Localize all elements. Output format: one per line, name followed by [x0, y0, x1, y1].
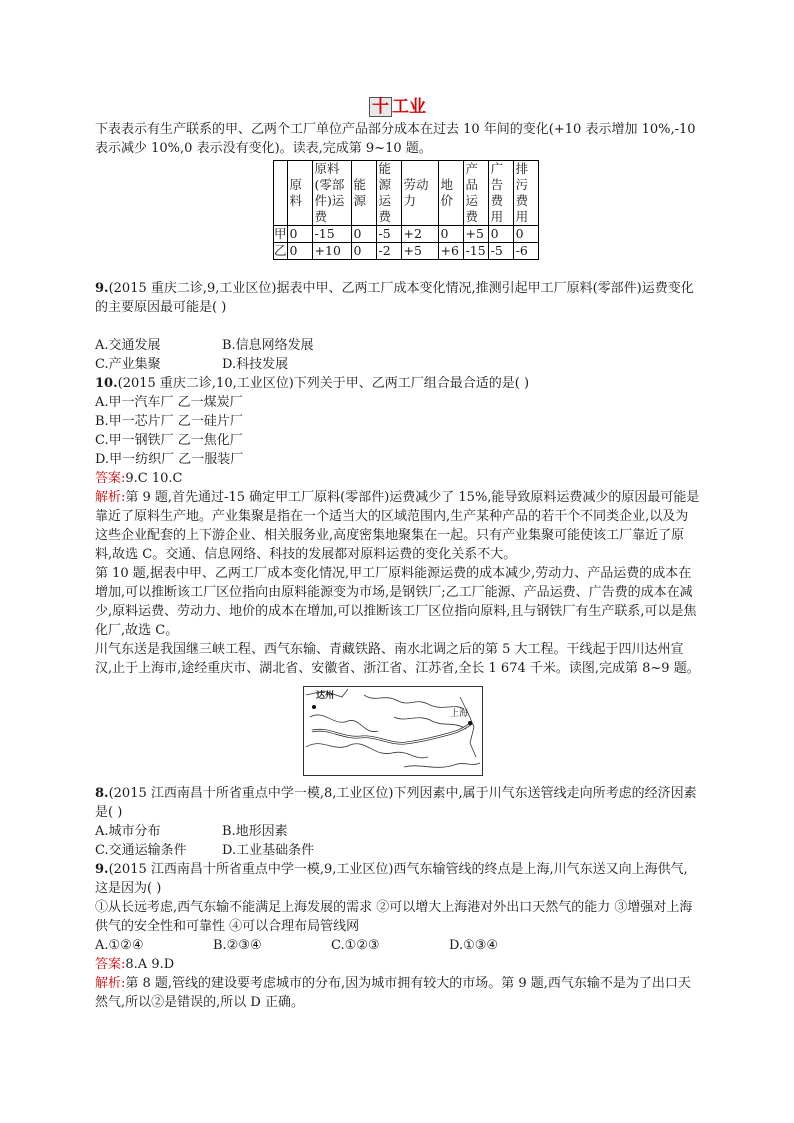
row-label: 乙: [274, 243, 287, 258]
table-header: 能源: [351, 161, 376, 226]
option-d: D.工业基础条件: [222, 843, 315, 858]
question-number: 9.: [95, 862, 109, 877]
option-d: D.①③④: [449, 938, 499, 953]
question-8b: [95, 784, 700, 822]
table-header: 原料: [287, 161, 312, 226]
question-statements: ①从长远考虑,西气东输不能满足上海发展的需求 ②可以增大上海港对外出口天然气的能力 ③增强对上海供气的安全性和可靠性 ④可以合理布局管线网: [95, 900, 693, 934]
table-cell: +2: [401, 226, 438, 243]
map-label-west: 达州: [316, 691, 335, 701]
title-rest: 工业: [392, 97, 426, 117]
pipeline-map: [303, 686, 483, 776]
option-a: A.甲一汽车厂 乙一煤炭厂: [95, 395, 243, 410]
option-d: D.甲一纺织厂 乙一服装厂: [95, 452, 244, 467]
explanation-text: 第 8 题,管线的建设要考虑城市的分布,因为城市拥有较大的市场。第 9 题,西气东输不是为了出口天然气,所以②是错误的,所以 D 正确。: [95, 976, 691, 1010]
table-cell: 0: [351, 226, 376, 243]
page-title: [95, 96, 700, 118]
table-cell: 0: [287, 243, 312, 260]
intro-text: 下表表示有生产联系的甲、乙两个工厂单位产品部分成本在过去 10 年间的变化(+10 表示增加 10%,-10 表示减少 10%,0 表示没有变化)。读表,完成第 9~10 题。: [95, 122, 696, 156]
table-cell: 0: [513, 226, 538, 243]
title-box-char: 十: [369, 97, 392, 117]
option-a: A.①②④: [95, 938, 144, 953]
explanation: [95, 488, 700, 564]
question-9: [95, 279, 700, 317]
row-label: 甲: [274, 226, 287, 241]
table-row: [274, 243, 539, 260]
question-text: (2015 重庆二诊,9,工业区位)据表中甲、乙两工厂成本变化情况,推测引起甲工厂原料(零部件)运费变化的主要原因最可能是( ): [95, 281, 694, 315]
table-header: 产品运费: [463, 161, 488, 226]
option-row: [95, 936, 700, 955]
answer-line: [95, 955, 700, 974]
answer-label: 答案:: [95, 471, 126, 486]
table-cell: -15: [312, 226, 351, 243]
table-header: 排污费用: [513, 161, 538, 226]
option-b: B.甲一芯片厂 乙一硅片厂: [95, 414, 243, 429]
table-cell: +10: [312, 243, 351, 260]
question-text: (2015 重庆二诊,10,工业区位)下列关于甲、乙两工厂组合最合适的是( ): [117, 376, 530, 391]
question-10: [95, 374, 700, 393]
option-b: B.②③④: [213, 938, 262, 953]
option-c: C.甲一钢铁厂 乙一焦化厂: [95, 433, 243, 448]
table-header-row: [274, 161, 539, 226]
answer-value: 9.C 10.C: [125, 471, 183, 486]
table-cell: -2: [376, 243, 401, 260]
table-header: 劳动力: [401, 161, 438, 226]
option-row: [95, 822, 700, 841]
question-text: (2015 江西南昌十所省重点中学一模,8,工业区位)下列因素中,属于川气东送管线走向所考虑的经济因素是( ): [95, 786, 697, 820]
option-c: C.产业集聚: [95, 357, 161, 372]
question-text: (2015 江西南昌十所省重点中学一模,9,工业区位)西气东输管线的终点是上海,川气东送又向上海供气,这是因为( ): [95, 862, 688, 896]
table-cell: +5: [463, 226, 488, 243]
answer-line: [95, 469, 700, 488]
option-b: B.信息网络发展: [222, 338, 314, 353]
option-c: C.①②③: [331, 938, 380, 953]
table-header: 能源运费: [376, 161, 401, 226]
map-label-east: 上海: [450, 709, 469, 719]
explanation-label: 解析:: [95, 490, 126, 505]
explanation-text: 第 9 题,首先通过-15 确定甲工厂原料(零部件)运费减少了 15%,能导致原料运费减少的原因最可能是靠近了原料生产地。产业集聚是指在一个适当大的区域范围内,生产某种产品的若干个不同类企业,以及为这些企业配套的上下游企业、相关服务业,高度密集地聚集在一起。只有产业集聚可能使该工厂靠近了原料,故选 C。交通、信息网络、科技的发展都对原料运费的变化关系不大。: [95, 490, 700, 562]
answer-value: 8.A 9.D: [125, 957, 175, 972]
explanation-label: 解析:: [95, 976, 126, 991]
question-9b: [95, 860, 700, 898]
table-cell: 0: [438, 226, 463, 243]
option-row: [95, 355, 700, 374]
table-header: 原料(零部件)运费: [312, 161, 351, 226]
option-d: D.科技发展: [222, 357, 289, 372]
document-page: [95, 96, 700, 1012]
option-a: A.交通发展: [95, 338, 161, 353]
question-number: 9.: [95, 281, 109, 296]
intro-text-2: 川气东送是我国继三峡工程、西气东输、青藏铁路、南水北调之后的第 5 大工程。干线起于四川达州宣汉,止于上海市,途经重庆市、湖北省、安徽省、浙江省、江苏省,全长 1 674 千米。读图,完成第 8~9 题。: [95, 642, 700, 676]
table-cell: -6: [513, 243, 538, 260]
explanation: [95, 974, 700, 1012]
table-cell: +5: [401, 243, 438, 260]
option-b: B.地形因素: [222, 824, 288, 839]
option-a: A.城市分布: [95, 824, 161, 839]
table-cell: -5: [376, 226, 401, 243]
option-row: [95, 841, 700, 860]
cost-table: [273, 160, 539, 260]
answer-label: 答案:: [95, 957, 126, 972]
question-number: 10.: [95, 376, 118, 391]
table-cell: -5: [488, 243, 513, 260]
table-cell: 0: [351, 243, 376, 260]
option-c: C.交通运输条件: [95, 843, 187, 858]
table-cell: -15: [463, 243, 488, 260]
explanation-continued: 第 10 题,据表中甲、乙两工厂成本变化情况,甲工厂原料能源运费的成本减少,劳动力、产品运费的成本在增加,可以推断该工厂区位指向由原料能源变为市场,是钢铁厂;乙工厂能源、产品运费、广告费的成本在减少,原料运费、劳动力、地价的成本在增加,可以推断该工厂区位指向原料,且与钢铁厂有生产联系,可以是焦化厂,故选 C。: [95, 566, 697, 638]
question-number: 8.: [95, 786, 109, 801]
table-cell: +6: [438, 243, 463, 260]
table-header: 地价: [438, 161, 463, 226]
table-cell: 0: [287, 226, 312, 243]
table-cell: 0: [488, 226, 513, 243]
option-row: [95, 336, 700, 355]
table-row: [274, 226, 539, 243]
table-corner: [274, 161, 288, 226]
table-header: 广告费用: [488, 161, 513, 226]
